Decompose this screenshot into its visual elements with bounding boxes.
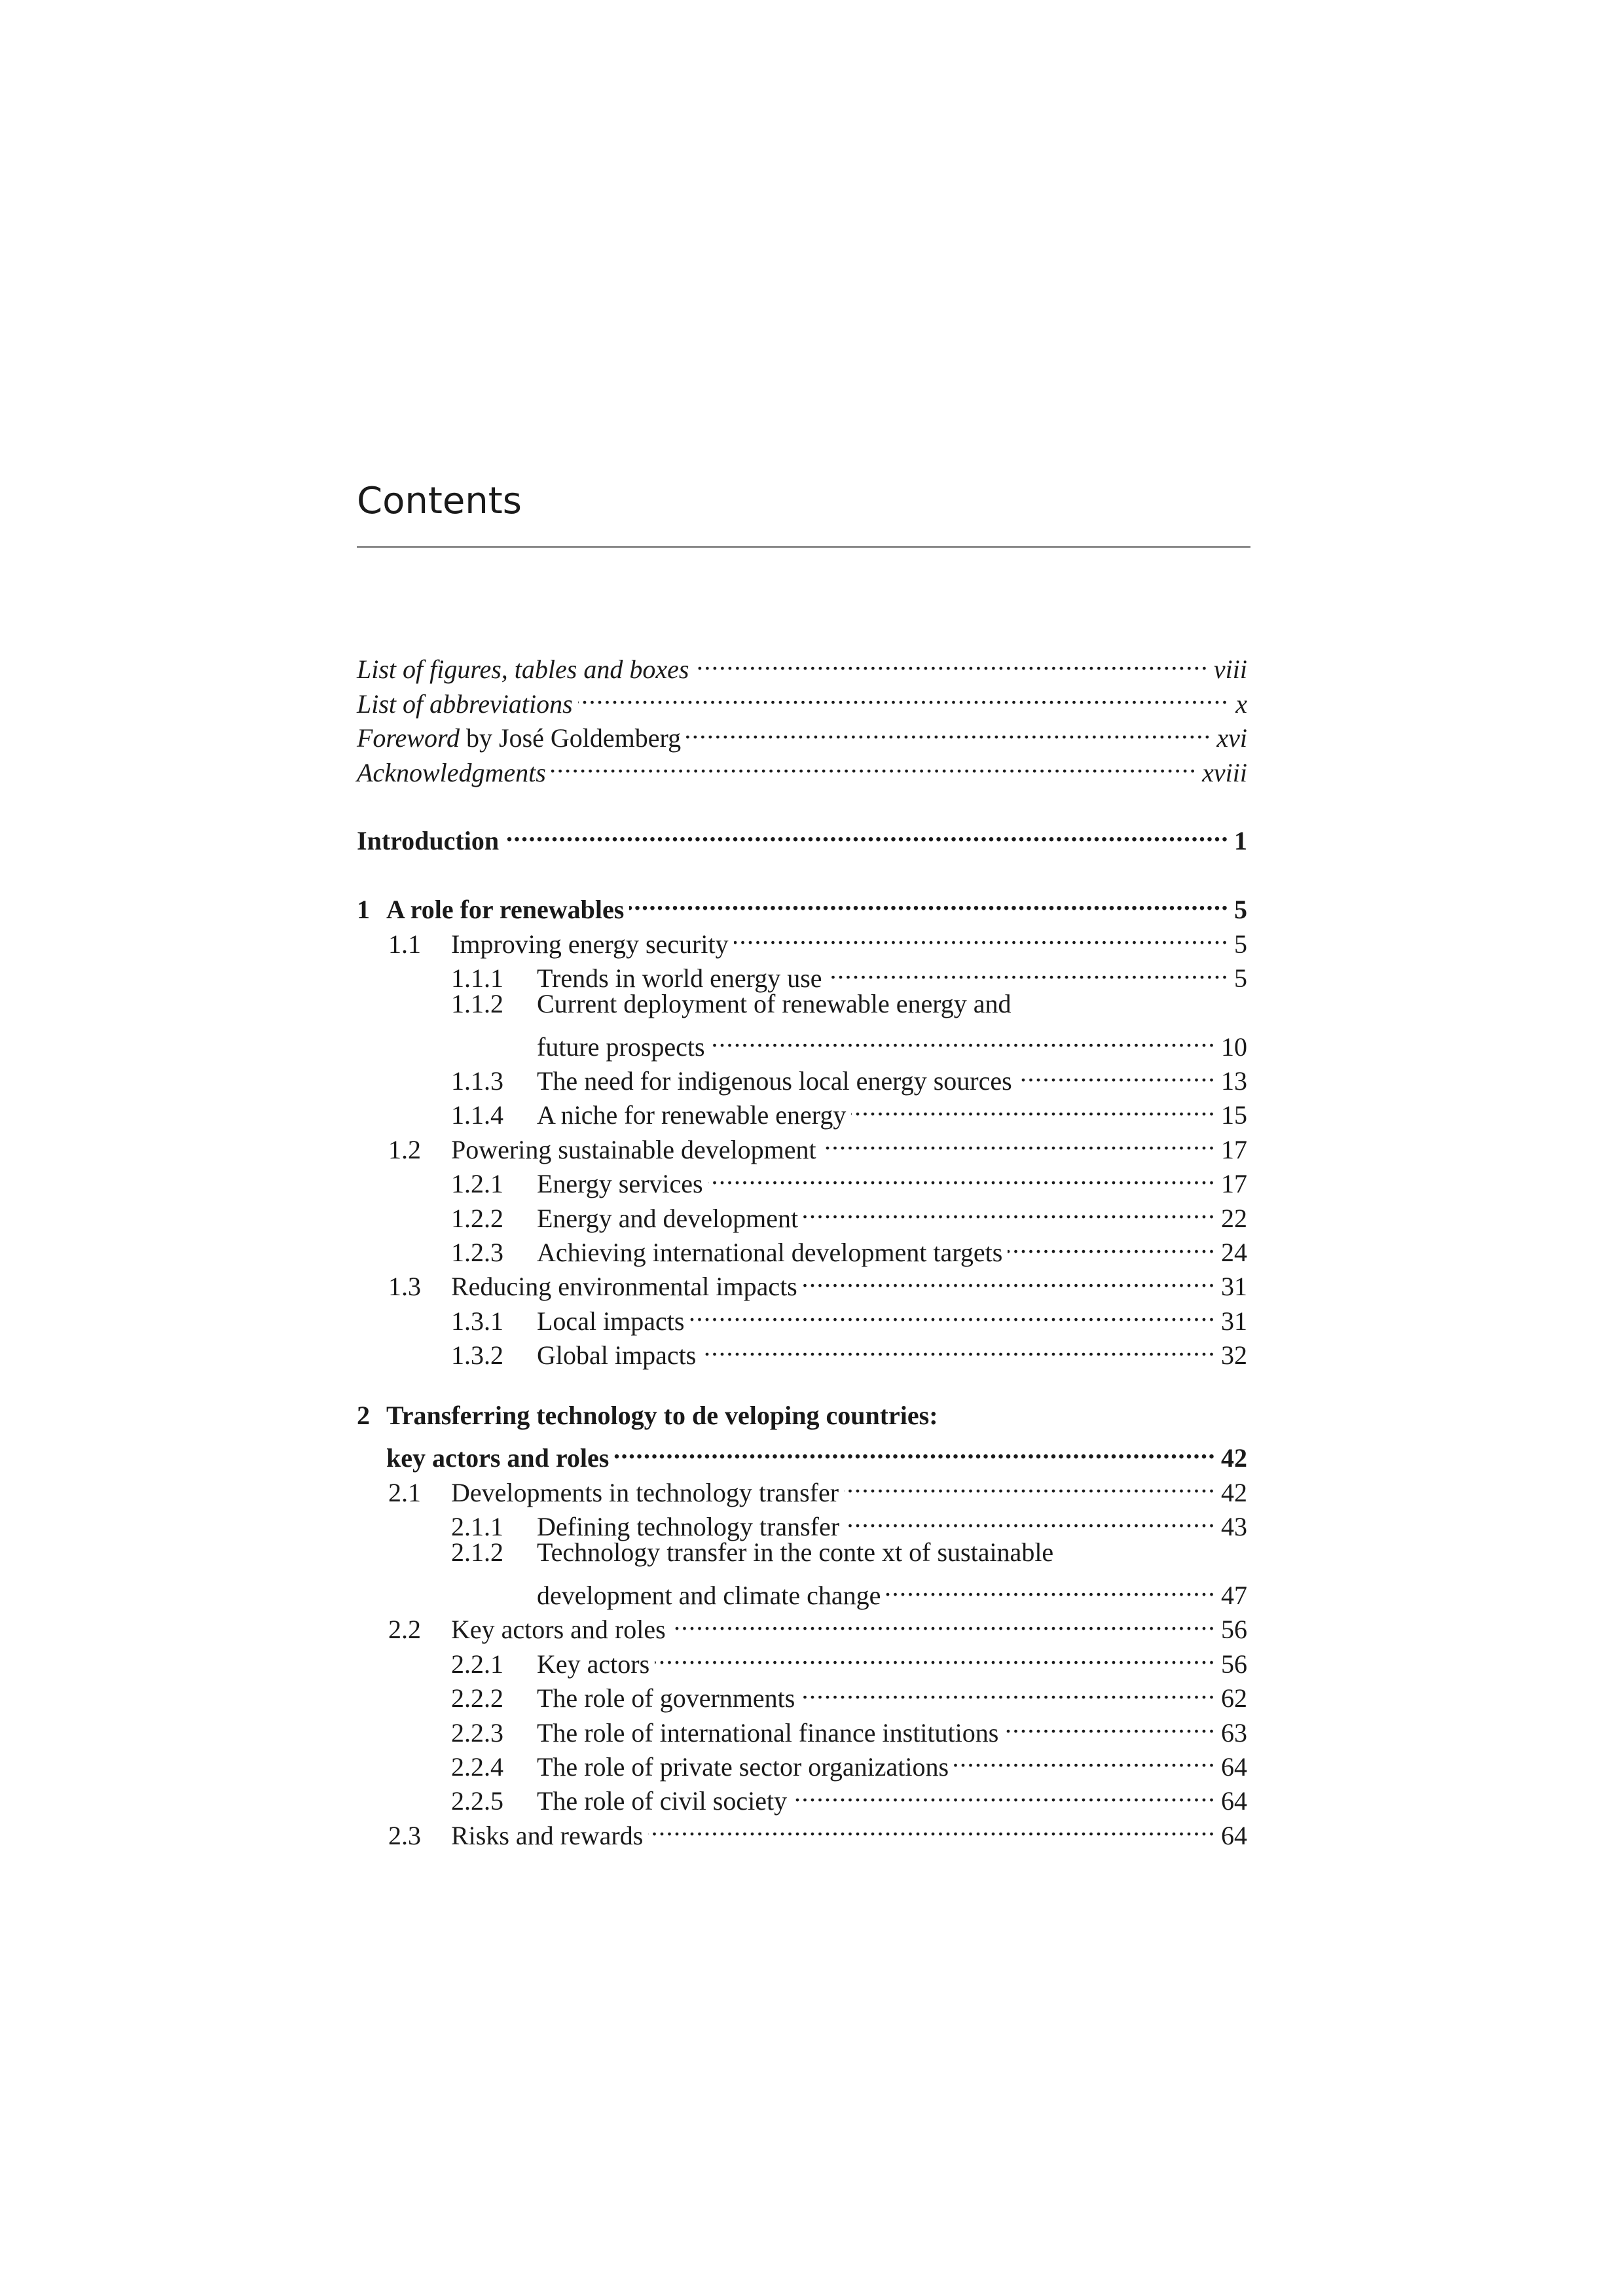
toc-entry-subsection-1-1-3[interactable] [357, 1056, 1247, 1096]
entry-title: Introduction [357, 826, 500, 856]
dot-leader [1017, 1056, 1216, 1090]
entry-title: Defining technology transfer [537, 1512, 840, 1542]
dot-leader [689, 1295, 1216, 1329]
entry-title: List of abbreviations [357, 689, 573, 719]
entry-title-continued: development and climate change [537, 1580, 881, 1610]
entry-title: Trends in world energy use [537, 963, 822, 993]
toc-entry-subsection-2-1-2[interactable] [357, 1535, 1247, 1570]
entry-title: Current deployment of renewable energy and [537, 988, 1012, 1018]
toc-entry-subsection-1-3-2[interactable] [357, 1330, 1247, 1371]
page-number: 31 [1221, 1272, 1247, 1302]
toc-entry-subsection-2-2-5[interactable] [357, 1776, 1247, 1816]
toc-entry-subsection-2-2-2[interactable] [357, 1673, 1247, 1713]
entry-title: A niche for renewable energy [537, 1100, 847, 1130]
entry-number: 1.3.2 [451, 1340, 503, 1371]
entry-number: 1.1.1 [451, 963, 503, 993]
dot-leader [708, 1158, 1216, 1193]
entry-number: 1.1.2 [451, 988, 503, 1018]
page-number: 62 [1221, 1683, 1247, 1713]
page-number: 64 [1221, 1820, 1247, 1850]
page-number: 5 [1234, 895, 1247, 925]
entry-number: 1.1.4 [451, 1100, 503, 1130]
page-number: 56 [1221, 1649, 1247, 1679]
dot-leader [648, 1810, 1216, 1844]
page-number: 17 [1221, 1134, 1247, 1164]
entry-number: 1.1.3 [451, 1066, 503, 1096]
entry-number: 1.3.1 [451, 1306, 503, 1336]
dot-leader [655, 1638, 1216, 1672]
toc-entry-introduction[interactable] [357, 816, 1247, 856]
dot-leader [578, 678, 1229, 712]
page-number: 42 [1221, 1443, 1247, 1473]
dot-leader [828, 953, 1229, 987]
dot-leader [551, 747, 1197, 781]
entry-title-continued: future prospects [537, 1031, 705, 1062]
page-number: 43 [1221, 1512, 1247, 1542]
page-number: 17 [1221, 1169, 1247, 1199]
table-of-contents [357, 644, 1247, 1850]
entry-title: The role of international finance institutions [537, 1717, 999, 1748]
entry-title: Energy and development [537, 1203, 799, 1233]
toc-entry-subsection-2-2-3[interactable] [357, 1707, 1247, 1748]
toc-entry-subsection-1-2-1[interactable] [357, 1158, 1247, 1199]
entry-title: Improving energy security [451, 929, 729, 959]
toc-entry-section-1-2[interactable] [357, 1124, 1247, 1164]
dot-leader [694, 644, 1209, 678]
entry-number: 1.1 [388, 929, 421, 959]
entry-title: Reducing environmental impacts [451, 1272, 797, 1302]
page-number: 5 [1234, 963, 1247, 993]
entry-number: 2.2.3 [451, 1717, 503, 1748]
toc-entry-section-1-1[interactable] [357, 918, 1247, 959]
toc-entry-section-1-3[interactable] [357, 1261, 1247, 1302]
entry-title: Foreword [357, 723, 460, 753]
toc-entry-subsection-1-1-4[interactable] [357, 1090, 1247, 1130]
entry-title: Global impacts [537, 1340, 697, 1371]
entry-title: Acknowledgments [357, 757, 546, 787]
toc-entry-acknowledgments[interactable] [357, 747, 1247, 787]
page-number: 32 [1221, 1340, 1247, 1371]
entry-title: The role of private sector organizations [537, 1751, 949, 1782]
toc-entry-chapter-2[interactable] [357, 1399, 1247, 1433]
entry-title: Powering sustainable development [451, 1134, 816, 1164]
entry-title-suffix: by José Goldemberg [466, 723, 682, 753]
dot-leader [851, 1090, 1216, 1124]
toc-entry-subsection-1-1-2-continued[interactable] [357, 1021, 1247, 1062]
dot-leader [803, 1261, 1216, 1295]
toc-entry-subsection-1-1-1[interactable] [357, 953, 1247, 993]
heading-rule [357, 546, 1250, 548]
dot-leader [686, 713, 1211, 747]
dot-leader [844, 1467, 1216, 1501]
entry-number: 2.1.1 [451, 1512, 503, 1542]
dot-leader [1008, 1227, 1216, 1261]
dot-leader [792, 1776, 1216, 1810]
dot-leader [1004, 1707, 1216, 1741]
entry-number: 1.2.3 [451, 1238, 503, 1268]
toc-entry-subsection-1-2-3[interactable] [357, 1227, 1247, 1268]
entry-title: The role of civil society [537, 1786, 788, 1816]
toc-entry-list-of-figures[interactable] [357, 644, 1247, 685]
entry-title: Key actors and roles [451, 1615, 666, 1645]
page-number: 56 [1221, 1615, 1247, 1645]
toc-entry-foreword[interactable] [357, 713, 1247, 753]
entry-title-continued: key actors and roles [386, 1443, 610, 1473]
page-number: 13 [1221, 1066, 1247, 1096]
entry-number: 2.3 [388, 1820, 421, 1850]
toc-entry-chapter-1[interactable] [357, 884, 1247, 925]
entry-number: 2.1 [388, 1477, 421, 1507]
page-number: 64 [1221, 1751, 1247, 1782]
toc-entry-subsection-1-2-2[interactable] [357, 1193, 1247, 1233]
dot-leader [845, 1501, 1216, 1535]
toc-entry-section-2-1[interactable] [357, 1467, 1247, 1507]
dot-leader [886, 1570, 1216, 1604]
page-number: 5 [1234, 929, 1247, 959]
page-number: 24 [1221, 1238, 1247, 1268]
entry-title: Achieving international development targets [537, 1238, 1003, 1268]
dot-leader [954, 1742, 1216, 1776]
page-title: Contents [357, 480, 522, 522]
page-number: viii [1213, 655, 1247, 685]
toc-entry-section-2-2[interactable] [357, 1604, 1247, 1645]
entry-number: 2.1.2 [451, 1537, 503, 1568]
page-number: 10 [1221, 1031, 1247, 1062]
dot-leader [614, 1433, 1216, 1467]
toc-entry-subsection-2-1-2-continued[interactable] [357, 1570, 1247, 1610]
dot-leader [800, 1673, 1216, 1707]
dot-leader [734, 918, 1229, 952]
dot-leader [504, 816, 1229, 850]
dot-leader [629, 884, 1229, 918]
toc-entry-subsection-1-1-2[interactable] [357, 987, 1247, 1021]
page-number: x [1235, 689, 1247, 719]
entry-number: 1.2.2 [451, 1203, 503, 1233]
entry-number: 2.2.5 [451, 1786, 503, 1816]
entry-title: Developments in technology transfer [451, 1477, 839, 1507]
entry-number: 2.2.4 [451, 1751, 503, 1782]
entry-number: 2 [357, 1400, 370, 1430]
entry-number: 2.2.2 [451, 1683, 503, 1713]
dot-leader [822, 1124, 1216, 1158]
entry-title: Technology transfer in the conte xt of sustainable [537, 1537, 1054, 1568]
page-number: xviii [1202, 757, 1247, 787]
entry-number: 1 [357, 895, 370, 925]
entry-number: 1.2 [388, 1134, 421, 1164]
page-number: 63 [1221, 1717, 1247, 1748]
toc-entry-section-2-3[interactable] [357, 1810, 1247, 1850]
page-number: 15 [1221, 1100, 1247, 1130]
entry-number: 1.3 [388, 1272, 421, 1302]
page-number: 22 [1221, 1203, 1247, 1233]
entry-title: Energy services [537, 1169, 703, 1199]
dot-leader [701, 1330, 1216, 1364]
entry-title: Transferring technology to de veloping countries: [386, 1400, 938, 1430]
entry-title: Local impacts [537, 1306, 685, 1336]
toc-entry-subsection-2-2-4[interactable] [357, 1742, 1247, 1782]
entry-number: 2.2.1 [451, 1649, 503, 1679]
entry-title: The need for indigenous local energy sources [537, 1066, 1012, 1096]
page-number: 31 [1221, 1306, 1247, 1336]
entry-title: List of figures, tables and boxes [357, 655, 689, 685]
toc-entry-chapter-2-continued[interactable] [357, 1433, 1247, 1473]
toc-entry-subsection-2-2-1[interactable] [357, 1638, 1247, 1679]
page-number: 64 [1221, 1786, 1247, 1816]
toc-entry-list-of-abbreviations[interactable] [357, 678, 1247, 719]
entry-number: 1.2.1 [451, 1169, 503, 1199]
dot-leader [710, 1021, 1216, 1055]
page-number: xvi [1216, 723, 1247, 753]
entry-title: Key actors [537, 1649, 650, 1679]
page-number: 1 [1234, 826, 1247, 856]
page-number: 42 [1221, 1477, 1247, 1507]
toc-entry-subsection-1-3-1[interactable] [357, 1295, 1247, 1336]
entry-title: The role of governments [537, 1683, 795, 1713]
page-number: 47 [1221, 1580, 1247, 1610]
entry-number: 2.2 [388, 1615, 421, 1645]
entry-title: A role for renewables [386, 895, 625, 925]
entry-title: Risks and rewards [451, 1820, 644, 1850]
dot-leader [803, 1193, 1216, 1227]
dot-leader [671, 1604, 1216, 1638]
toc-entry-subsection-2-1-1[interactable] [357, 1501, 1247, 1542]
